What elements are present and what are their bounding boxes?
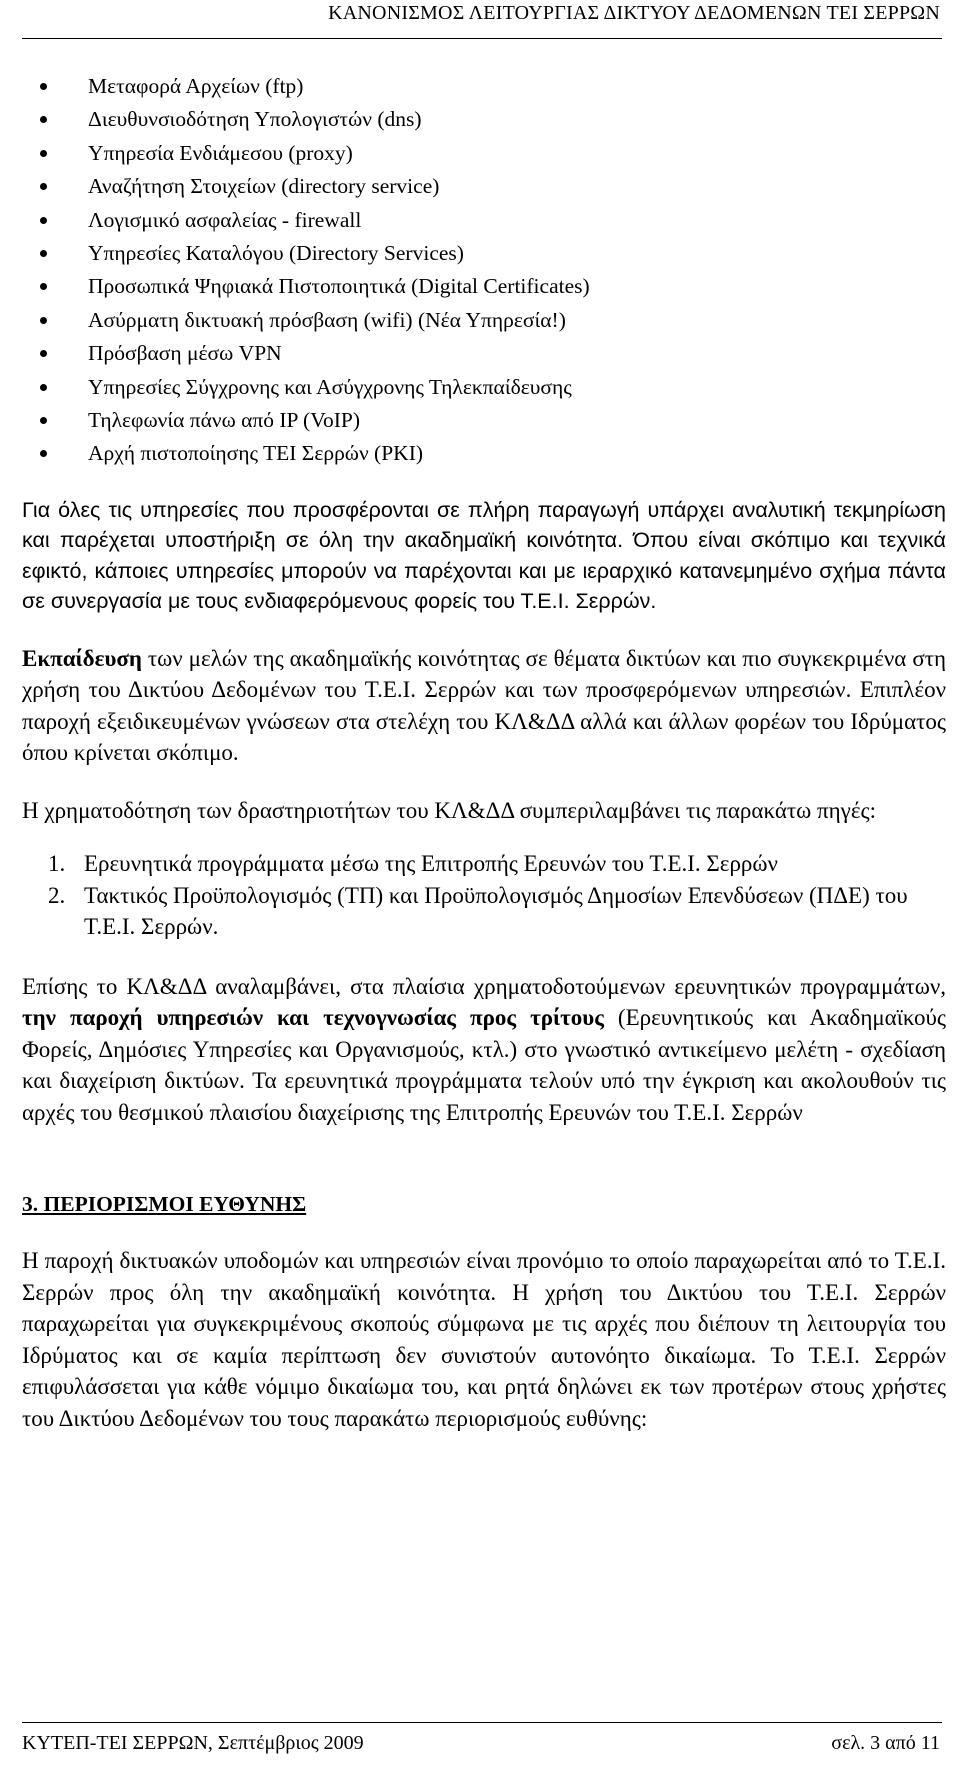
bullet-icon: [40, 350, 47, 357]
list-item: Ασύρματη δικτυακή πρόσβαση (wifi) (Νέα Υπηρεσία!): [22, 304, 946, 337]
page-body: [22, 70, 946, 1434]
bullet-icon: [40, 150, 47, 157]
list-item: Υπηρεσίες Σύγχρονης και Ασύγχρονης Τηλεκπαίδευσης: [22, 371, 946, 404]
bullet-icon: [40, 417, 47, 424]
bullet-icon: [40, 283, 47, 290]
third-party-bold-phrase: την παροχή υπηρεσιών και τεχνογνωσίας προς τρίτους: [22, 1005, 604, 1031]
list-item: Αρχή πιστοποίησης ΤΕΙ Σερρών (PKI): [22, 437, 946, 470]
paragraph-training: Εκπαίδευση των μελών της ακαδημαϊκής κοινότητας σε θέματα δικτύων και πιο συγκεκριμένα στη χρήση του Δικτύου Δεδομένων του Τ.Ε.Ι. Σερρών και των προσφερόμενων υπηρεσιών. Επιπλέον παροχή εξειδικευμένων γνώσεων στα στελέχη του ΚΛ&ΔΔ αλλά και άλλων φορέων του Ιδρύματος όπου κρίνεται σκόπιμο.: [22, 645, 946, 766]
list-item: Μεταφορά Αρχείων (ftp): [22, 70, 946, 103]
section-3-heading: 3. ΠΕΡΙΟΡΙΣΜΟΙ ΕΥΘΥΝΗΣ: [22, 1192, 307, 1217]
page-number: σελ. 3 από 11: [831, 1732, 940, 1754]
bullet-icon: [40, 217, 47, 224]
paragraph-documentation: Για όλες τις υπηρεσίες που προσφέρονται σε πλήρη παραγωγή υπάρχει αναλυτική τεκμηρίωση και παρέχεται υποστήριξη σε όλη την ακαδημαϊκή κοινότητα. Όπου είναι σκόπιμο και τεχνικά εφικτό, κάποιες υπηρεσίες μπορούν να παρέχονται και με ιεραρχικό κατανεμημένο σχήμα πάντα σε συνεργασία με τους ενδιαφερόμενους φορείς του Τ.Ε.Ι. Σερρών.: [22, 497, 946, 614]
bullet-icon: [40, 116, 47, 123]
bullet-icon: [40, 250, 47, 257]
list-item: Προσωπικά Ψηφιακά Πιστοποιητικά (Digital Certificates): [22, 270, 946, 303]
bullet-icon: [40, 384, 47, 391]
header-rule: [22, 38, 942, 39]
bullet-icon: [40, 317, 47, 324]
list-item: Πρόσβαση μέσω VPN: [22, 337, 946, 370]
list-item: 1. Ερευνητικά προγράμματα μέσω της Επιτροπής Ερευνών του Τ.Ε.Ι. Σερρών: [48, 851, 778, 877]
paragraph-funding: Η χρηματοδότηση των δραστηριοτήτων του ΚΛ&ΔΔ συμπεριλαμβάνει τις παρακάτω πηγές:: [22, 797, 876, 823]
running-header: ΚΑΝΟΝΙΣΜΟΣ ΛΕΙΤΟΥΡΓΙΑΣ ΔΙΚΤΥΟΥ ΔΕΔΟΜΕΝΩΝ ΤΕΙ ΣΕΡΡΩΝ: [328, 2, 940, 24]
list-item: Λογισμικό ασφαλείας - firewall: [22, 204, 946, 237]
list-item: Τηλεφωνία πάνω από IP (VoIP): [22, 404, 946, 437]
paragraph-liability: Η παροχή δικτυακών υποδομών και υπηρεσιών είναι προνόμιο το οποίο παραχωρείται από το Τ.Ε.Ι. Σερρών προς όλη την ακαδημαϊκή κοινότητα. Η χρήση του Δικτύου του Τ.Ε.Ι. Σερρών παραχωρείται για συγκεκριμένους σκοπούς σύμφωνα με τις αρχές που διέπουν τη λειτουργία του Ιδρύματος και σε καμία περίπτωση δεν συνιστούν αυτονόητο δικαίωμα. Το Τ.Ε.Ι. Σερρών επιφυλάσσεται για κάθε νόμιμο δικαίωμα του, και ρητά δηλώνει εκ των προτέρων στους χρήστες του Δικτύου Δεδομένων του τους παρακάτω περιορισμούς ευθύνης:: [22, 1248, 946, 1431]
footer-rule: [22, 1722, 942, 1723]
bullet-icon: [40, 183, 47, 190]
list-item: Υπηρεσίες Καταλόγου (Directory Services): [22, 237, 946, 270]
list-item: Αναζήτηση Στοιχείων (directory service): [22, 170, 946, 203]
list-item: 2. Τακτικός Προϋπολογισμός (ΤΠ) και Προϋπολογισμός Δημοσίων Επενδύσεων (ΠΔΕ) του Τ.Ε.Ι. Σερρών.: [48, 882, 908, 940]
paragraph-third-party-services: Επίσης το ΚΛ&ΔΔ αναλαμβάνει, στα πλαίσια χρηματοδοτούμενων ερευνητικών προγραμμάτων, την παροχή υπηρεσιών και τεχνογνωσίας προς τρίτους (Ερευνητικούς και Ακαδημαϊκούς Φορείς, Δημόσιες Υπηρεσίες και Οργανισμούς, κτλ.) στο γνωστικό αντικείμενο μελέτη - σχεδίαση και διαχείριση δικτύων. Τα ερευνητικά προγράμματα τελούν υπό την έγκριση και ακολουθούν τις αρχές του θεσμικού πλαισίου διαχείρισης της Επιτροπής Ερευνών του Τ.Ε.Ι. Σερρών: [22, 973, 947, 1125]
list-item: Διευθυνσιοδότηση Υπολογιστών (dns): [22, 103, 946, 136]
bullet-icon: [40, 83, 47, 90]
training-bold-lead: Εκπαίδευση: [22, 645, 142, 671]
funding-sources-list: [22, 848, 946, 943]
footer-institution: ΚΥΤΕΠ-ΤΕΙ ΣΕΡΡΩΝ, Σεπτέμβριος 2009: [22, 1732, 364, 1754]
services-list: [22, 70, 946, 471]
list-item: Υπηρεσία Ενδιάμεσου (proxy): [22, 137, 946, 170]
bullet-icon: [40, 450, 47, 457]
